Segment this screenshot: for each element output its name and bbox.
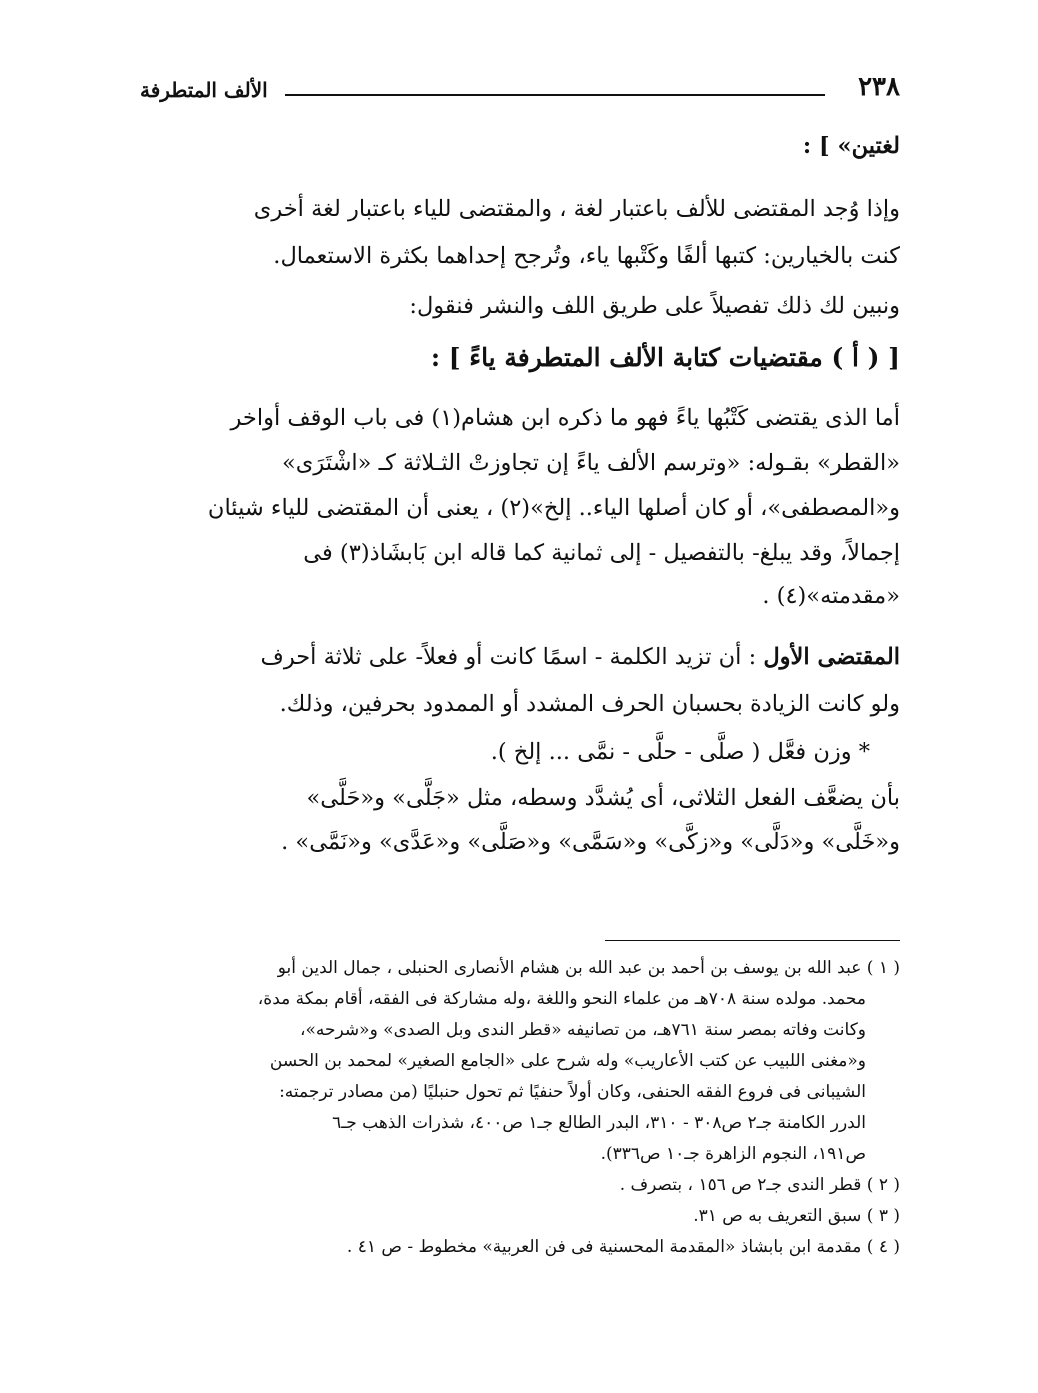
- footnote-line: الشيبانى فى فروع الفقه الحنفى، وكان أولاً حنفيًا ثم تحول حنبليًا (من مصادر ترجمته:: [279, 1082, 866, 1102]
- text-line: و«المصطفى»، أو كان أصلها الياء.. إلخ»(٢) ، يعنى أن المقتضى للياء شيئان: [207, 495, 900, 521]
- section-label: المقتضى الأول: [763, 644, 900, 670]
- footnote-line: محمد. مولده سنة ٧٠٨هـ من علماء النحو واللغة ،وله مشاركة فى الفقه، أقام بمكة مدة،: [257, 989, 866, 1009]
- running-title: الألف المتطرفة: [140, 78, 268, 102]
- footnotes: [150, 953, 900, 1263]
- text-line: كنت بالخيارين: كتبها ألفًا وكَتْبها ياء، وتُرجح إحداهما بكثرة الاستعمال.: [273, 243, 900, 269]
- footnote-line: ( ١ ) عبد الله بن يوسف بن أحمد بن عبد الله بن هشام الأنصارى الحنبلى ، جمال الدين أبو: [277, 958, 900, 978]
- footnote-line: ( ٣ ) سبق التعريف به ص ٣١.: [693, 1206, 900, 1226]
- text-line: ونبين لك ذلك تفصيلاً على طريق اللف والنشر فنقول:: [409, 293, 900, 319]
- text-line: ولو كانت الزيادة بحسبان الحرف المشدد أو الممدود بحرفين، وذلك.: [279, 691, 900, 717]
- text-line: إجمالاً، وقد يبلغ- بالتفصيل - إلى ثمانية كما قاله ابن بَابشَاذ(٣) فى: [303, 540, 900, 566]
- text-line: «مقدمته»(٤) .: [762, 583, 900, 609]
- header-rule: [285, 94, 825, 96]
- footnote-rule: [605, 940, 900, 941]
- footnote-line: ( ٢ ) قطر الندى جـ٢ ص ١٥٦ ، بتصرف .: [619, 1175, 900, 1195]
- page-number: ٢٣٨: [858, 72, 900, 102]
- text-line: [150, 634, 900, 680]
- footnote-line: ( ٤ ) مقدمة ابن بابشاذ «المقدمة المحسنية فى فن العربية» مخطوط - ص ٤١ .: [346, 1237, 900, 1257]
- text-line: لغتين» ] :: [802, 133, 900, 159]
- footnote-line: الدرر الكامنة جـ٢ ص٣٠٨ - ٣١٠، البدر الطالع جـ١ ص٤٠٠، شذرات الذهب جـ٦: [332, 1113, 866, 1133]
- main-text: [150, 128, 900, 864]
- text-line: * وزن فعَّل ( صلَّى - حلَّى - نمَّى ... إلخ ).: [490, 739, 870, 765]
- text-line: «القطر» بقـوله: «وترسم الألف ياءً إن تجاوزتْ الثـلاثة كـ «اشْتَرَى»: [281, 450, 900, 476]
- text-line: بأن يضعَّف الفعل الثلاثى، أى يُشدَّد وسطه، مثل «جَلَّى» و«حَلَّى»: [306, 785, 900, 811]
- text-span: : أن تزيد الكلمة - اسمًا كانت أو فعلاً- على ثلاثة أحرف: [260, 644, 764, 670]
- footnote-line: و«مغنى اللبيب عن كتب الأعاريب» وله شرح على «الجامع الصغير» لمحمد بن الحسن: [269, 1051, 866, 1071]
- text-line: و«خَلَّى» و«دَلَّى» و«زكَّى» و«سَمَّى» و«صَلَّى» و«عَدَّى» و«نَمَّى» .: [281, 829, 900, 855]
- text-line: وإذا وُجد المقتضى للألف باعتبار لغة ، والمقتضى للياء باعتبار لغة أخرى: [253, 196, 900, 222]
- page-header: [140, 72, 900, 112]
- section-heading: [ ( أ ) مقتضيات كتابة الألف المتطرفة ياءً ] :: [430, 343, 900, 372]
- footnote-line: وكانت وفاته بمصر سنة ٧٦١هـ، من تصانيفه «قطر الندى وبل الصدى» و«شرحه»،: [300, 1020, 866, 1040]
- text-line: أما الذى يقتضى كَتْبُها ياءً فهو ما ذكره ابن هشام(١) فى باب الوقف أواخر: [230, 405, 900, 431]
- footnote-line: ص١٩١، النجوم الزاهرة جـ١٠ ص٣٣٦).: [600, 1144, 866, 1164]
